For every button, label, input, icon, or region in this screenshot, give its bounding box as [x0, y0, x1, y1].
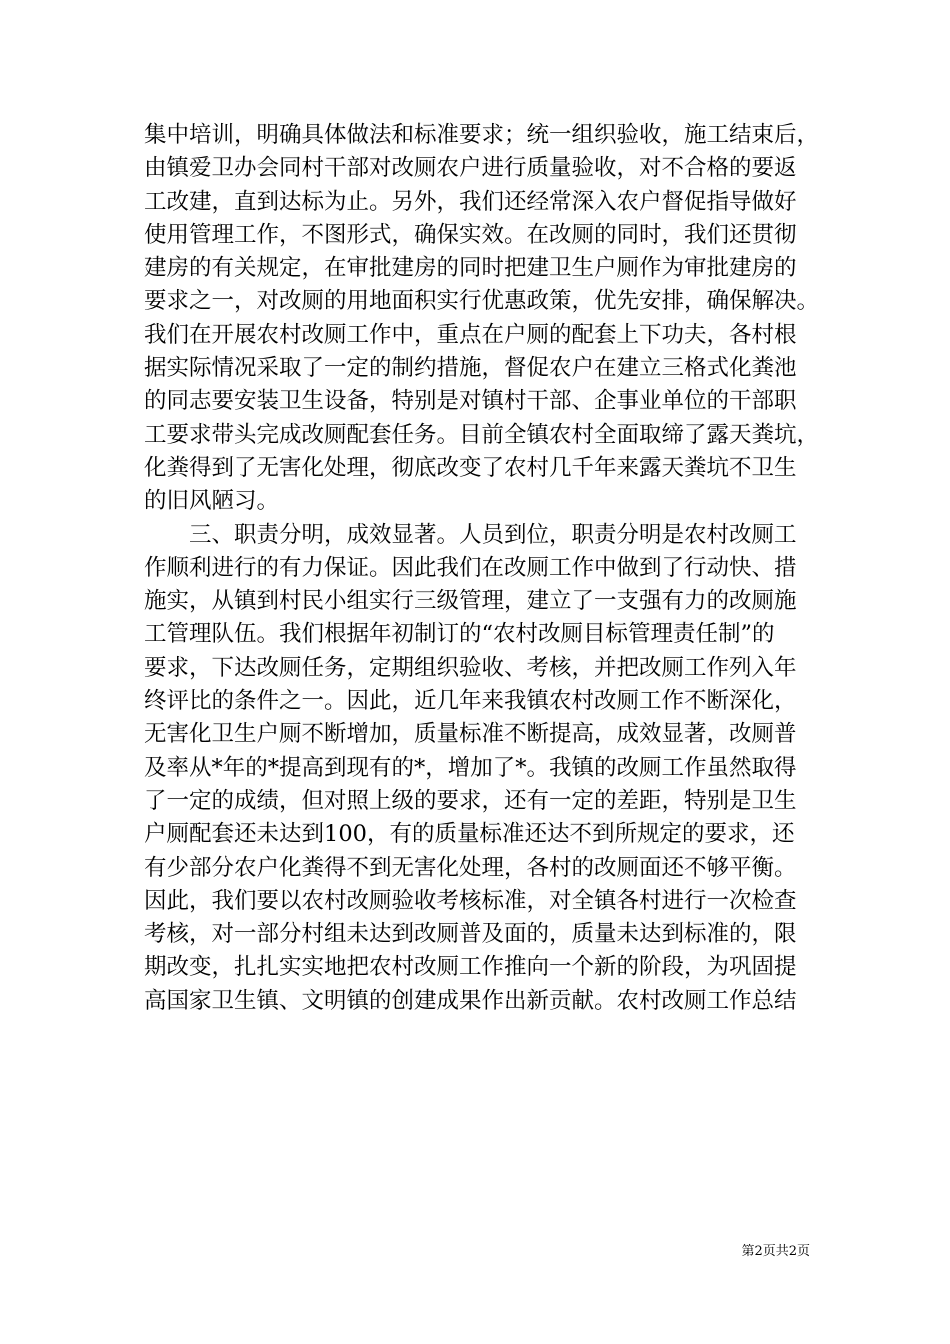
- text-line: 高国家卫生镇、文明镇的创建成果作出新贡献。农村改厕工作总结: [144, 987, 797, 1014]
- text-line: 化粪得到了无害化处理，彻底改变了农村几千年来露天粪坑不卫生: [144, 454, 797, 481]
- text-line: 工改建，直到达标为止。另外，我们还经常深入农户督促指导做好: [144, 188, 797, 215]
- text-line: 了一定的成绩，但对照上级的要求，还有一定的差距，特别是卫生: [144, 787, 797, 814]
- text-line: 工管理队伍。我们根据年初制订的“农村改厕目标管理责任制”的: [144, 621, 775, 648]
- text-line: 无害化卫生户厕不断增加，质量标准不断提高，成效显著，改厕普: [144, 721, 797, 748]
- text-line: 据实际情况采取了一定的制约措施，督促农户在建立三格式化粪池: [144, 355, 797, 382]
- text-line: 考核，对一部分村组未达到改厕普及面的，质量未达到标准的，限: [144, 921, 797, 948]
- text-line: 期改变，扎扎实实地把农村改厕工作推向一个新的阶段，为巩固提: [144, 954, 797, 981]
- text-line: 施实，从镇到村民小组实行三级管理，建立了一支强有力的改厕施: [144, 588, 797, 615]
- text-line: 及率从*年的*提高到现有的*，增加了*。我镇的改厕工作虽然取得: [144, 754, 797, 781]
- text-line: 作顺利进行的有力保证。因此我们在改厕工作中做到了行动快、措: [144, 554, 797, 581]
- text-line: 我们在开展农村改厕工作中，重点在户厕的配套上下功夫，各村根: [144, 321, 797, 348]
- text-line: 的旧风陋习。: [144, 488, 280, 515]
- text-line: 建房的有关规定，在审批建房的同时把建卫生户厕作为审批建房的: [144, 255, 797, 282]
- text-line: 终评比的条件之一。因此，近几年来我镇农村改厕工作不断深化，: [144, 688, 797, 715]
- text-line: 由镇爱卫办会同村干部对改厕农户进行质量验收，对不合格的要返: [144, 155, 797, 182]
- text-line: 户厕配套还未达到100，有的质量标准还达不到所规定的要求，还: [144, 821, 795, 848]
- text-line: 工要求带头完成改厕配套任务。目前全镇农村全面取缔了露天粪坑，: [144, 421, 820, 448]
- text-line: 的同志要安装卫生设备，特别是对镇村干部、企事业单位的干部职: [144, 388, 797, 415]
- text-line: 要求，下达改厕任务，定期组织验收、考核，并把改厕工作列入年: [144, 654, 797, 681]
- text-line: 要求之一，对改厕的用地面积实行优惠政策，优先安排，确保解决。: [144, 288, 820, 315]
- section-heading-line: 三、职责分明，成效显著。人员到位，职责分明是农村改厕工: [189, 521, 797, 548]
- text-line: 因此，我们要以农村改厕验收考核标准，对全镇各村进行一次检查: [144, 887, 797, 914]
- text-line: 有少部分农户化粪得不到无害化处理，各村的改厕面还不够平衡。: [144, 854, 797, 881]
- text-line: 集中培训，明确具体做法和标准要求；统一组织验收，施工结束后，: [144, 122, 820, 148]
- page-number: 第2页共2页: [741, 1244, 810, 1259]
- body-text: [144, 119, 820, 1018]
- text-line: 使用管理工作，不图形式，确保实效。在改厕的同时，我们还贯彻: [144, 221, 797, 248]
